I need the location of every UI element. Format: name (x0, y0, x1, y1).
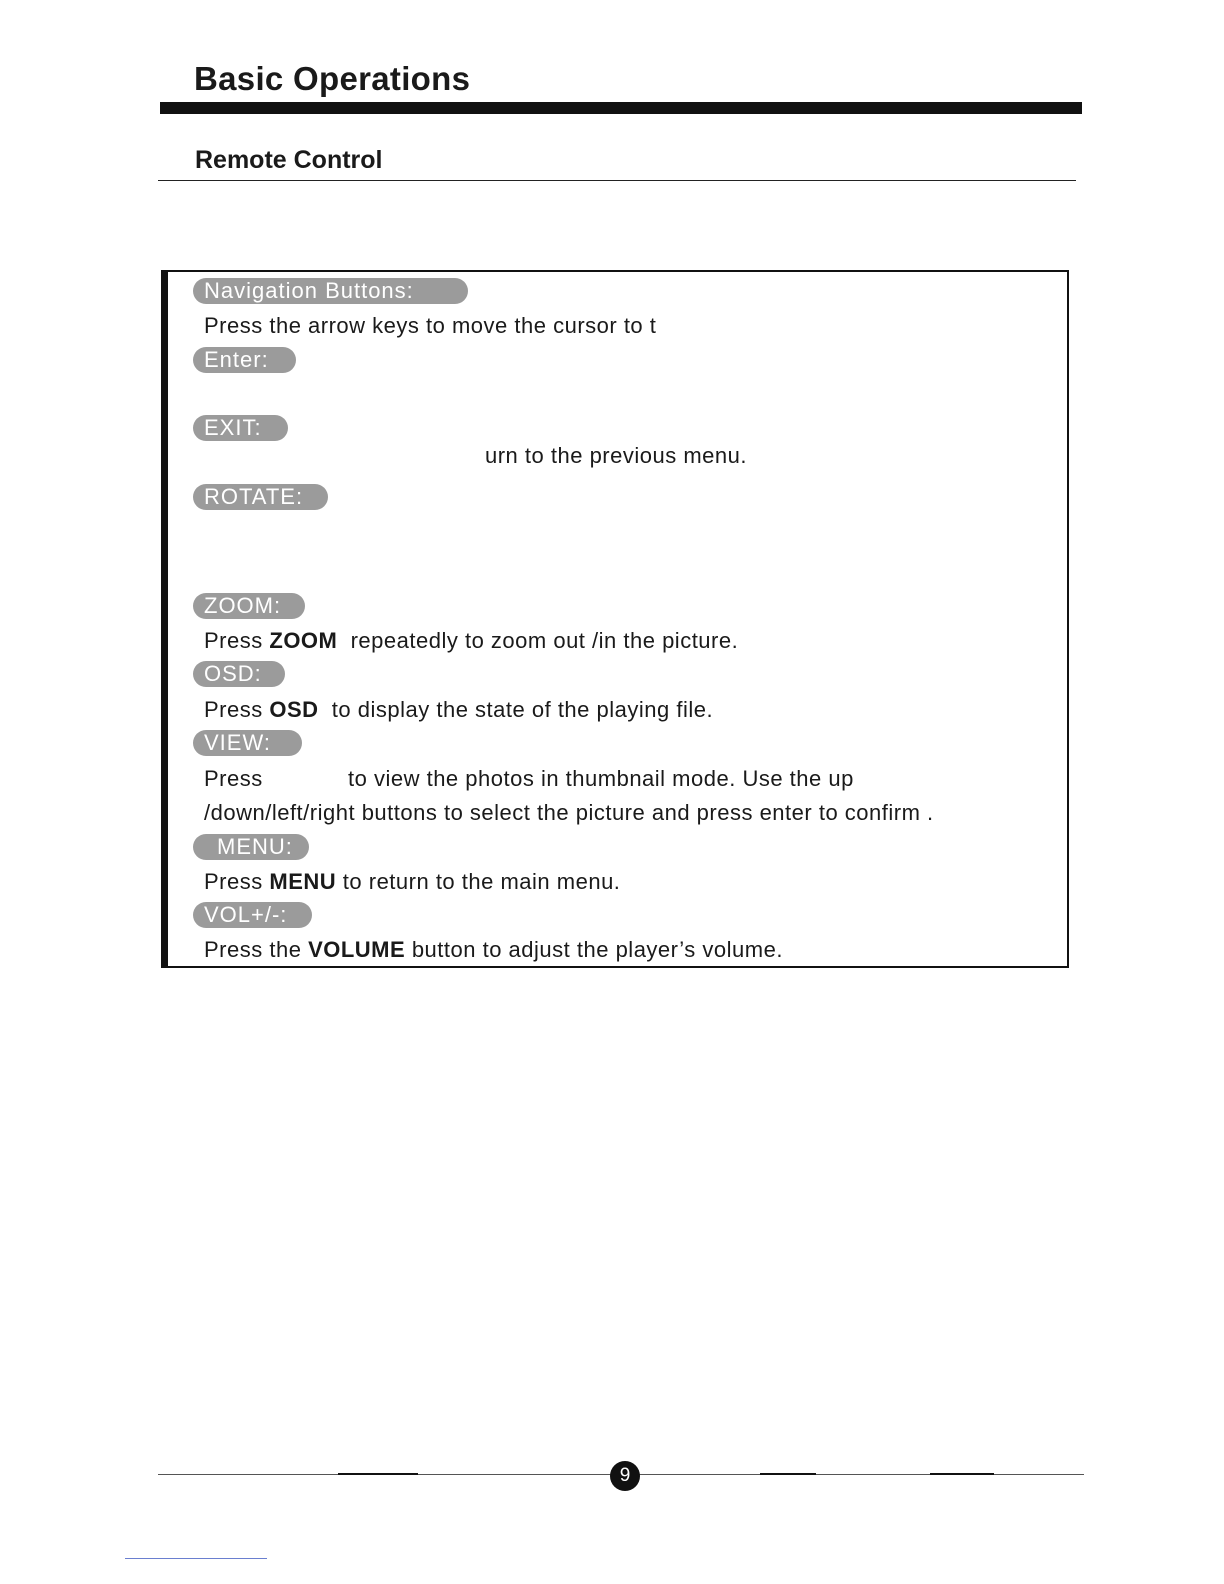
footer-dash (338, 1473, 418, 1475)
section-rule (158, 180, 1076, 181)
label-navigation-buttons: Navigation Buttons: (193, 278, 468, 304)
label-volume: VOL+/-: (193, 902, 312, 928)
zoom-post: repeatedly to zoom out /in the picture. (350, 628, 739, 653)
menu-pre: Press (204, 869, 263, 894)
menu-description (204, 869, 620, 895)
osd-post: to display the state of the playing file. (331, 697, 714, 722)
view-description-pre: Press (204, 766, 263, 791)
view-description-post: to view the photos in thumbnail mode. Use the up (348, 766, 854, 791)
section-title: Remote Control (195, 146, 383, 174)
volume-pre: Press the (204, 937, 302, 962)
label-osd: OSD: (193, 661, 285, 687)
footer-dash (930, 1473, 994, 1475)
osd-description (204, 697, 713, 723)
label-view: VIEW: (193, 730, 302, 756)
zoom-keyword: ZOOM (269, 628, 338, 653)
label-enter: Enter: (193, 347, 296, 373)
navigation-description: Press the arrow keys to move the cursor to t (204, 313, 657, 338)
zoom-pre: Press (204, 628, 263, 653)
exit-description: urn to the previous menu. (485, 443, 747, 468)
page-title: Basic Operations (194, 60, 471, 97)
osd-pre: Press (204, 697, 263, 722)
label-menu: MENU: (193, 834, 309, 860)
zoom-description (204, 628, 738, 654)
menu-keyword: MENU (269, 869, 337, 894)
page-number: 9 (610, 1461, 640, 1491)
title-rule (160, 102, 1082, 114)
volume-description (204, 937, 783, 963)
footer-dash (760, 1473, 816, 1475)
label-exit: EXIT: (193, 415, 288, 441)
corner-line (125, 1558, 267, 1559)
remote-control-panel (161, 270, 1069, 968)
menu-post: to return to the main menu. (342, 869, 621, 894)
label-rotate: ROTATE: (193, 484, 328, 510)
view-description-line2: /down/left/right buttons to select the picture and press enter to confirm . (204, 800, 934, 825)
volume-keyword: VOLUME (308, 937, 406, 962)
label-zoom: ZOOM: (193, 593, 305, 619)
volume-post: button to adjust the player’s volume. (411, 937, 783, 962)
osd-keyword: OSD (269, 697, 319, 722)
